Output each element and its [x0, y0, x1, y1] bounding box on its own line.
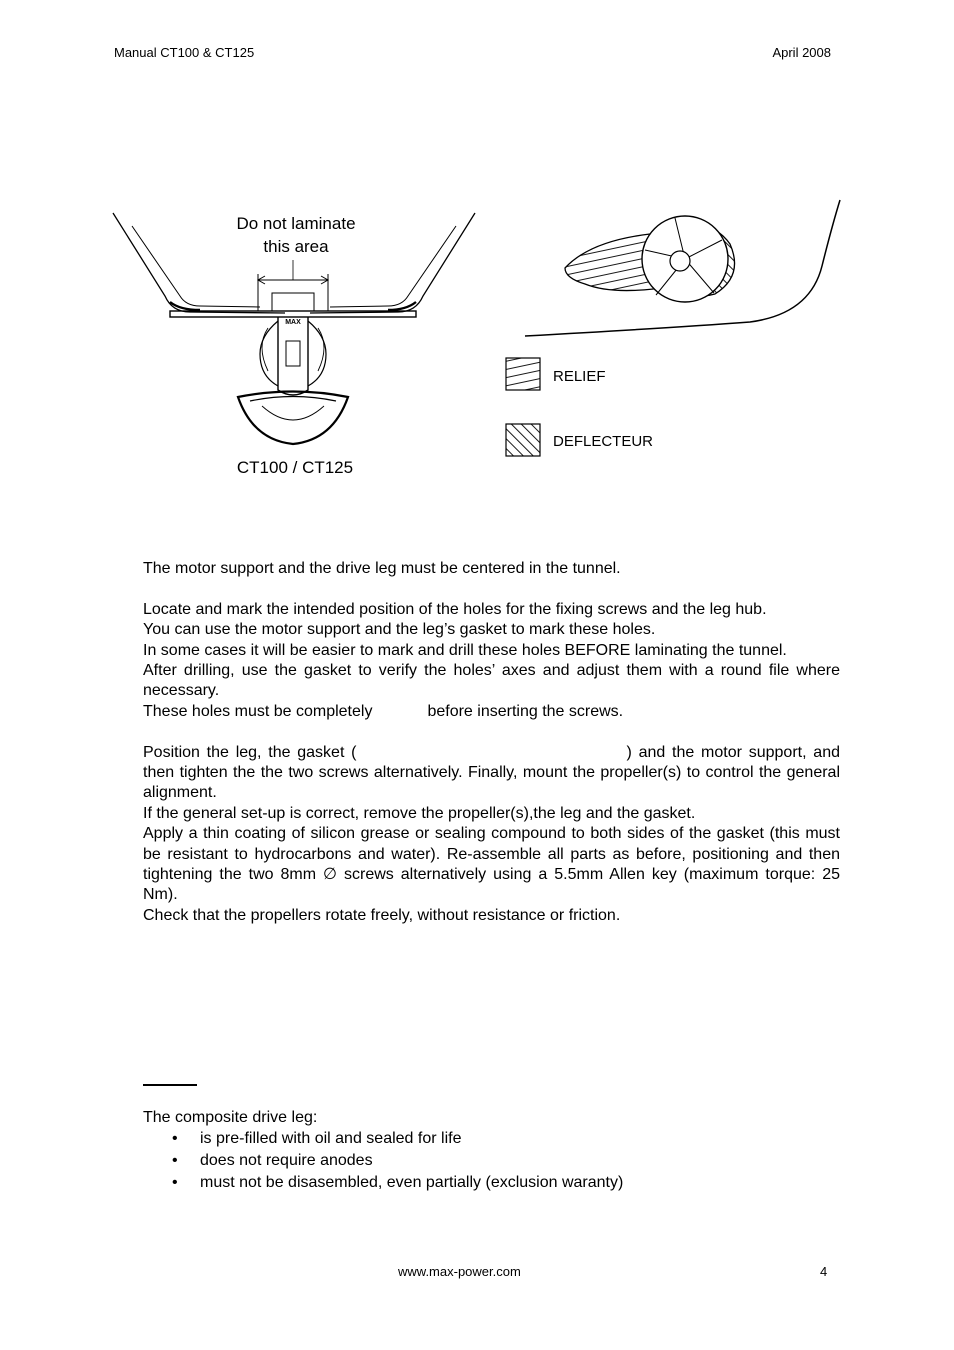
- side-view-drawing: [525, 200, 840, 336]
- list-item-text: does not require anodes: [200, 1152, 373, 1169]
- paragraph-position-leg: [143, 743, 840, 804]
- model-label: CT100 / CT125: [236, 458, 354, 477]
- header-date: April 2008: [772, 45, 831, 60]
- installation-diagram: [110, 196, 845, 486]
- list-item-text: must not be disasembled, even partially (exclusion waranty): [200, 1174, 624, 1191]
- holes-text-end: before inserting the screws.: [427, 702, 624, 720]
- position-text-end: ) and the motor support, and then tighten the the two screws alternatively. Finally, mount the propeller(s) to control the general alignment.: [143, 743, 840, 802]
- paragraph-use-support: You can use the motor support and the leg’s gasket to mark these holes.: [143, 621, 656, 639]
- bullet-icon: •: [172, 1130, 178, 1147]
- callout-line-2: this area: [263, 237, 329, 256]
- list-item: [143, 1150, 623, 1172]
- drive-leg-list: [143, 1128, 623, 1194]
- callout-line-1: Do not laminate: [236, 214, 356, 233]
- legend-label-deflecteur: DEFLECTEUR: [553, 433, 654, 450]
- paragraph-remove-parts: If the general set-up is correct, remove the propeller(s),the leg and the gasket.: [143, 804, 696, 822]
- drive-leg-intro: The composite drive leg:: [143, 1109, 318, 1126]
- list-item: [143, 1172, 623, 1194]
- list-item-text: is pre-filled with oil and sealed for life: [200, 1130, 462, 1147]
- holes-text-start: These holes must be completely: [143, 702, 373, 720]
- paragraph-apply-grease: Apply a thin coating of silicon grease or sealing compound to both sides of the gasket (this must be resistant to hydrocarbons and water). Re-assemble all parts as before, positioning and then tightening the two 8mm ∅ screws alternatively using a 5.5mm Allen key (maximum torque: 25 Nm).: [143, 825, 840, 904]
- legend-label-relief: RELIEF: [553, 368, 606, 385]
- page-number: 4: [820, 1264, 828, 1279]
- list-item: [143, 1128, 623, 1150]
- relief-hatch-icon: [506, 358, 540, 390]
- paragraph-centering: The motor support and the drive leg must be centered in the tunnel.: [143, 560, 621, 577]
- deflector-hatch-icon: [506, 424, 540, 456]
- position-text-start: Position the leg, the gasket (: [143, 743, 357, 761]
- bullet-icon: •: [172, 1174, 178, 1191]
- paragraph-check-rotation: Check that the propellers rotate freely, without resistance or friction.: [143, 906, 621, 924]
- paragraph-drill-before: In some cases it will be easier to mark and drill these holes BEFORE laminating the tunnel.: [143, 641, 787, 659]
- paragraph-mark-holes: Locate and mark the intended position of the holes for the fixing screws and the leg hub.: [143, 600, 767, 618]
- bullet-icon: •: [172, 1152, 178, 1169]
- footer-website: www.max-power.com: [398, 1264, 521, 1279]
- paragraph-after-drilling: After drilling, use the gasket to verify the holes’ axes and adjust them with a round file where necessary.: [143, 662, 840, 700]
- paragraph-holes-complete: [143, 702, 840, 722]
- instructions-text: [143, 559, 840, 926]
- header-manual-title: Manual CT100 & CT125: [114, 45, 255, 60]
- max-logo: MAX: [285, 319, 301, 326]
- section-divider: [143, 1084, 197, 1086]
